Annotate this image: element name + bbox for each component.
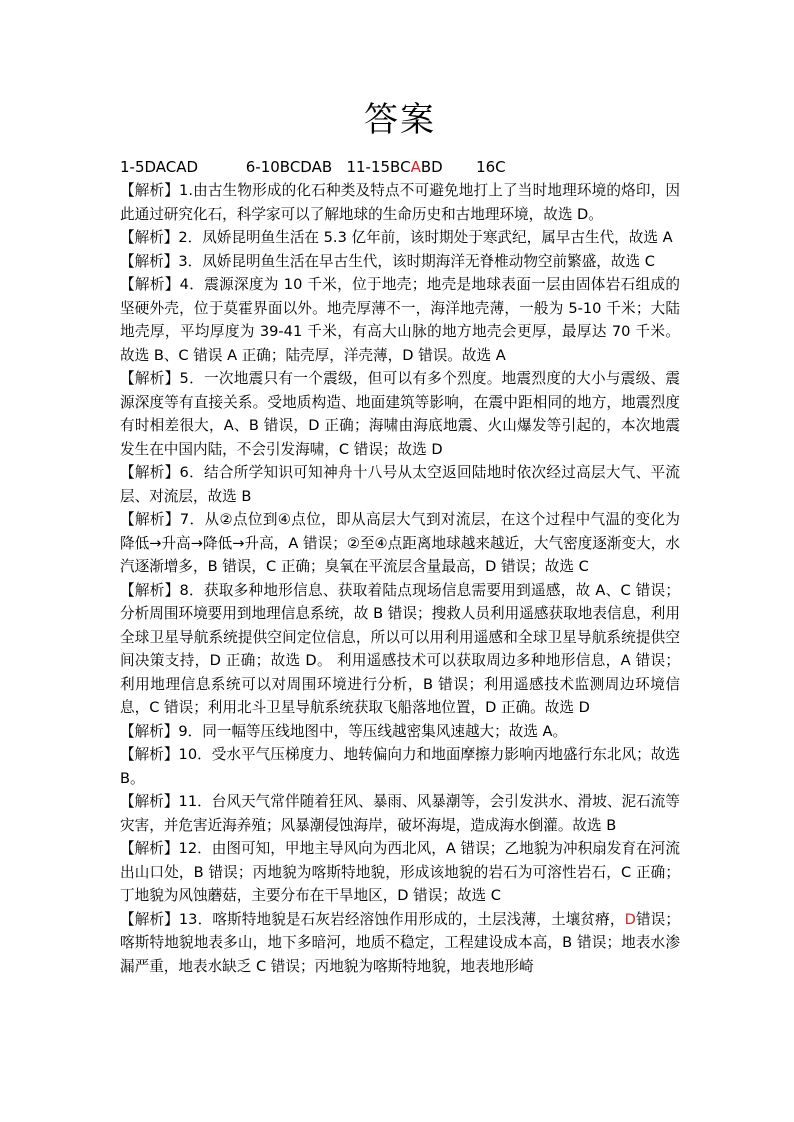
answer-group-11-15: 11-15BCABD <box>346 158 443 176</box>
answer-group-16: 16C <box>476 158 506 176</box>
explanation-8: 【解析】8．获取多种地形信息、获取着陆点现场信息需要用到遥感，故 A、C 错误；分析周围环境要用到地理信息系统，故 B 错误；搜救人员利用遥感获取地表信息，利用全球卫星导航系统提供空间定位信息，所以可以用利用遥感和全球卫星导航系统提供空间决策支持，D 正确；故选 D。 利用遥感技术可以获取周边多种地形信息，A 错误；利用地理信息系统可以对周围环境进行分析，B 错误；利用遥感技术监测周边环境信息，C 错误；利用北斗卫星导航系统获取飞船落地位置，D 正确。故选 D <box>120 581 680 716</box>
explanation-3: 【解析】3．凤娇昆明鱼生活在早古生代，该时期海洋无脊椎动物空前繁盛，故选 C <box>120 252 655 270</box>
answer-key-line <box>120 156 680 179</box>
explanation-5: 【解析】5．一次地震只有一个震级，但可以有多个烈度。地震烈度的大小与震级、震源深度等有直接关系。受地质构造、地面建筑等影响，在震中距相同的地方，地震烈度有时相差很大，A、B 错误，D 正确；海啸由海底地震、火山爆发等引起的，本次地震发生在中国内陆，不会引发海啸，C 错误；故选 D <box>120 370 680 458</box>
page-title: 答案 <box>364 100 436 140</box>
answer-group-6-10: 6-10BCDAB <box>245 158 333 176</box>
highlighted-option: D <box>624 910 636 928</box>
explanation-12: 【解析】12．由图可知，甲地主导风向为西北风，A 错误；乙地貌为冲积扇发育在河流出山口处，B 错误；丙地貌为喀斯特地貌，形成该地貌的岩石为可溶性岩石，C 正确；丁地貌为风蚀蘑菇，主要分布在干旱地区，D 错误；故选 C <box>120 840 680 904</box>
explanation-13: 【解析】13．喀斯特地貌是石灰岩经溶蚀作用形成的，土层浅薄，土壤贫瘠，D错误；喀斯特地貌地表多山，地下多暗河，地质不稳定，工程建设成本高，B 错误；地表水渗漏严重，地表水缺乏 C 错误；丙地貌为喀斯特地貌，地表地形崎 <box>120 910 680 975</box>
explanation-4: 【解析】4．震源深度为 10 千米，位于地壳；地壳是地球表面一层由固体岩石组成的坚硬外壳，位于莫霍界面以外。地壳厚薄不一，海洋地壳薄，一般为 5-10 千米；大陆地壳厚，平均厚度为 39-41 千米，有高大山脉的地方地壳会更厚，最厚达 70 千米。故选 B、C 错误 A 正确；陆壳厚，洋壳薄，D 错误。故选 A <box>120 276 680 364</box>
answer-page <box>120 98 680 978</box>
explanation-9: 【解析】9．同一幅等压线地图中，等压线越密集风速越大；故选 A。 <box>120 722 568 740</box>
explanation-2: 【解析】2．凤娇昆明鱼生活在 5.3 亿年前，该时期处于寒武纪，属早古生代，故选 A <box>120 229 673 246</box>
explanation-6: 【解析】6．结合所学知识可知神舟十八号从太空返回陆地时依次经过高层大气、平流层、对流层，故选 B <box>120 464 680 505</box>
explanation-7: 【解析】7．从②点位到④点位，即从高层大气到对流层，在这个过程中气温的变化为降低→升高→降低→升高，A 错误；②至④点距离地球越来越近，大气密度逐渐变大，水汽逐渐增多，B 错误，C 正确；臭氧在平流层含量最高，D 错误；故选 C <box>120 511 680 575</box>
highlighted-answer: A <box>410 158 421 176</box>
explanation-10: 【解析】10．受水平气压梯度力、地转偏向力和地面摩擦力影响丙地盛行东北风；故选 B。 <box>120 746 680 787</box>
answer-group-1-5: 1-5DACAD <box>120 158 199 176</box>
explanation-11: 【解析】11．台风天气常伴随着狂风、暴雨、风暴潮等，会引发洪水、滑坡、泥石流等灾害，并危害近海养殖；风暴潮侵蚀海岸，破坏海堤，造成海水倒灌。故选 B <box>120 793 680 834</box>
explanation-1: 【解析】1.由古生物形成的化石种类及特点不可避免地打上了当时地理环境的烙印，因此通过研究化石，科学家可以了解地球的生命历史和古地理环境，故选 D。 <box>120 182 680 223</box>
